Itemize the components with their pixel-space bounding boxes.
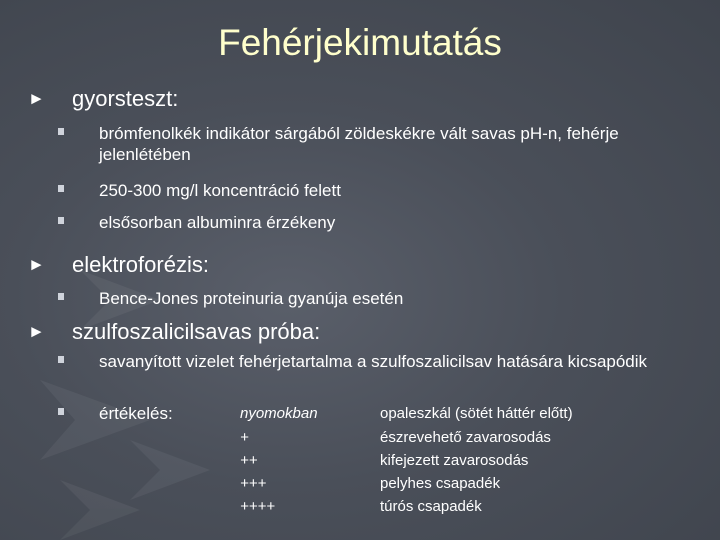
square-bullet-icon (58, 408, 64, 415)
bullet-text: 250-300 mg/l koncentráció felett (99, 181, 341, 200)
grade-description: pelyhes csapadék (380, 475, 501, 492)
triangle-arrow-icon: ► (28, 89, 45, 108)
triangle-arrow-icon: ► (28, 322, 45, 341)
grade-label: + (240, 429, 249, 446)
bullet-text: savanyított vizelet fehérjetartalma a szulfoszalicilsav hatására kicsapódik (99, 352, 648, 371)
grade-description: kifejezett zavarosodás (380, 452, 529, 469)
grade-label: ++ (240, 452, 258, 469)
triangle-arrow-icon: ► (28, 255, 45, 274)
grade-description: észrevehető zavarosodás (380, 429, 551, 446)
bullet-text: elsősorban albuminra érzékeny (99, 213, 336, 232)
square-bullet-icon (58, 293, 64, 300)
section-heading-label: gyorsteszt: (72, 86, 179, 111)
square-bullet-icon (58, 128, 64, 135)
grade-label: ++++ (240, 498, 276, 515)
grade-description: opaleszkál (sötét háttér előtt) (380, 405, 573, 422)
square-bullet-icon (58, 356, 64, 363)
grade-label: +++ (240, 475, 267, 492)
square-bullet-icon (58, 185, 64, 192)
page-title: Fehérjekimutatás (218, 22, 502, 63)
grade-description: túrós csapadék (380, 498, 482, 515)
grade-label: nyomokban (240, 405, 318, 422)
section-heading-label: szulfoszalicilsavas próba: (72, 319, 321, 344)
section-heading-label: elektroforézis: (72, 252, 209, 277)
bullet-text: Bence-Jones proteinuria gyanúja esetén (99, 289, 404, 308)
square-bullet-icon (58, 217, 64, 224)
bullet-text: értékelés: (99, 404, 173, 423)
bullet-text: brómfenolkék indikátor sárgából zöldeskékre vált savas pH-n, fehérje jelenlétében (99, 124, 619, 164)
